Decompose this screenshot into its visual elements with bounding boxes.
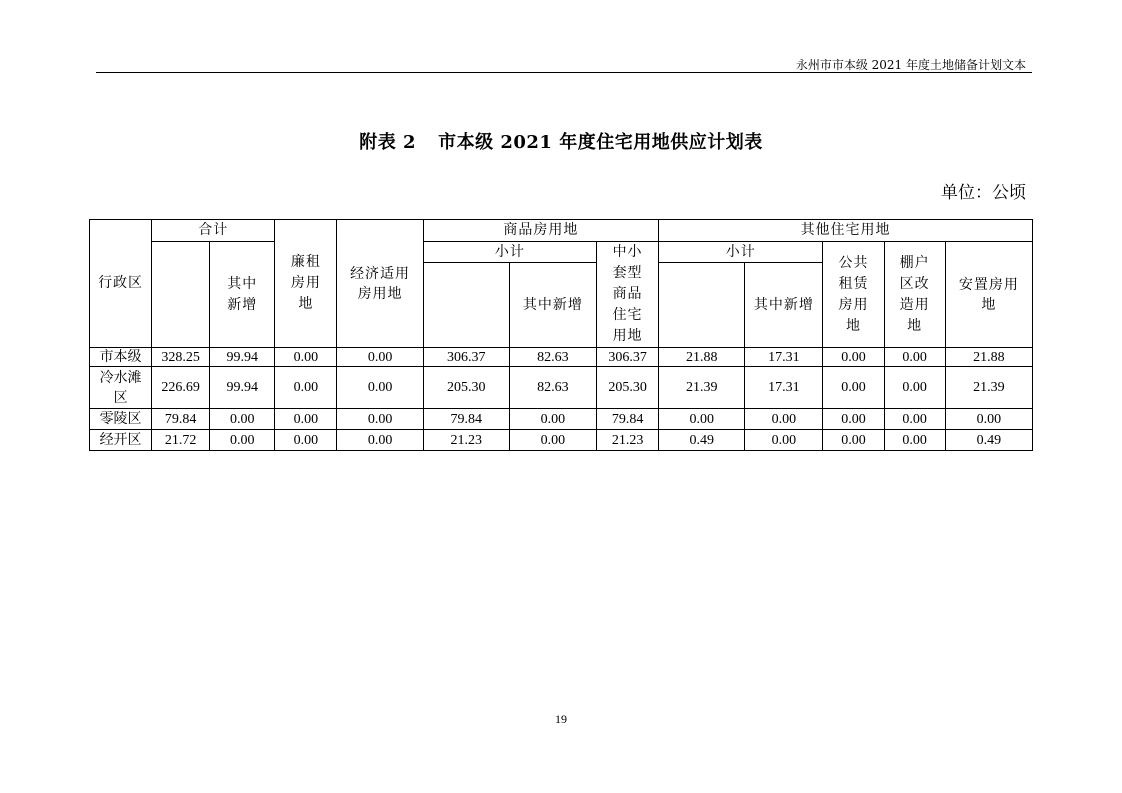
cell-other-subtotal: 21.88 (659, 348, 745, 367)
header-commercial: 商品房用地 (423, 220, 658, 242)
row-region (90, 367, 152, 409)
cell-affordable: 0.00 (337, 367, 423, 409)
cell-small-medium: 205.30 (597, 367, 659, 409)
cell-commercial-subtotal: 306.37 (423, 348, 509, 367)
header-affordable (337, 220, 423, 348)
cell-resettlement: 21.88 (945, 348, 1032, 367)
title-main: 市本级 2021 年度住宅用地供应计划表 (438, 132, 763, 153)
cell-other-subtotal: 0.49 (659, 430, 745, 451)
header-other: 其他住宅用地 (659, 220, 1033, 242)
cell-small-medium: 79.84 (597, 409, 659, 430)
header-other-subtotal-value (659, 263, 745, 348)
cell-commercial-subtotal: 21.23 (423, 430, 509, 451)
cell-commercial-new: 0.00 (509, 409, 596, 430)
cell-public-rental: 0.00 (823, 409, 884, 430)
header-total-subtotal (152, 242, 210, 348)
cell-public-rental: 0.00 (823, 348, 884, 367)
header-resettlement-text: 安置房用地 (958, 276, 1019, 313)
cell-resettlement: 0.00 (945, 409, 1032, 430)
cell-small-medium: 306.37 (597, 348, 659, 367)
header-total: 合计 (152, 220, 275, 242)
cell-public-rental: 0.00 (823, 430, 884, 451)
cell-other-new: 17.31 (745, 367, 823, 409)
supply-plan-table (89, 219, 1033, 451)
cell-resettlement: 0.49 (945, 430, 1032, 451)
cell-other-subtotal: 0.00 (659, 409, 745, 430)
header-public-rental (823, 242, 884, 348)
cell-total-new: 0.00 (210, 430, 275, 451)
header-resettlement (945, 242, 1032, 348)
cell-commercial-new: 82.63 (509, 367, 596, 409)
cell-affordable: 0.00 (337, 430, 423, 451)
cell-low-rent: 0.00 (275, 367, 337, 409)
header-shanty-text: 棚户区改造用地 (899, 254, 930, 334)
header-commercial-subtotal: 小计 (423, 242, 596, 263)
row-region-text: 冷水滩区 (99, 369, 142, 406)
cell-total-new: 0.00 (210, 409, 275, 430)
cell-commercial-subtotal: 205.30 (423, 367, 509, 409)
cell-total-new: 99.94 (210, 348, 275, 367)
header-low-rent-text: 廉租房用地 (290, 254, 321, 312)
table-row (90, 348, 1033, 367)
table-title (0, 128, 1122, 154)
cell-total: 226.69 (152, 367, 210, 409)
cell-shanty: 0.00 (884, 348, 945, 367)
cell-shanty: 0.00 (884, 409, 945, 430)
table-row (90, 430, 1033, 451)
header-small-medium-text: 中小套型商品住宅用地 (612, 244, 643, 344)
header-low-rent (275, 220, 337, 348)
row-region: 经开区 (90, 430, 152, 451)
header-small-medium (597, 242, 659, 348)
header-rule (96, 72, 1032, 73)
cell-affordable: 0.00 (337, 409, 423, 430)
cell-small-medium: 21.23 (597, 430, 659, 451)
cell-low-rent: 0.00 (275, 430, 337, 451)
page-number: 19 (555, 712, 567, 726)
header-other-subtotal: 小计 (659, 242, 823, 263)
header-total-new-text: 其中新增 (227, 275, 258, 313)
cell-commercial-new: 0.00 (509, 430, 596, 451)
cell-commercial-subtotal: 79.84 (423, 409, 509, 430)
cell-other-new: 17.31 (745, 348, 823, 367)
header-region: 行政区 (90, 220, 152, 348)
cell-low-rent: 0.00 (275, 348, 337, 367)
row-region: 市本级 (90, 348, 152, 367)
cell-total: 21.72 (152, 430, 210, 451)
running-header: 永州市市本级 2021 年度土地储备计划文本 (795, 58, 1026, 72)
header-total-new (210, 242, 275, 348)
cell-low-rent: 0.00 (275, 409, 337, 430)
header-commercial-subtotal-value (423, 263, 509, 348)
table-row (90, 367, 1033, 409)
cell-other-new: 0.00 (745, 409, 823, 430)
header-commercial-new: 其中新增 (509, 263, 596, 348)
header-public-rental-text: 公共租赁房用地 (838, 254, 869, 334)
cell-affordable: 0.00 (337, 348, 423, 367)
cell-other-new: 0.00 (745, 430, 823, 451)
table-row (90, 409, 1033, 430)
cell-shanty: 0.00 (884, 430, 945, 451)
cell-shanty: 0.00 (884, 367, 945, 409)
cell-commercial-new: 82.63 (509, 348, 596, 367)
cell-total: 79.84 (152, 409, 210, 430)
header-affordable-text: 经济适用房用地 (350, 265, 411, 302)
unit-label: 单位：公顷 (941, 183, 1026, 203)
header-other-new: 其中新增 (745, 263, 823, 348)
row-region: 零陵区 (90, 409, 152, 430)
cell-resettlement: 21.39 (945, 367, 1032, 409)
header-shanty (884, 242, 945, 348)
title-prefix: 附表 2 (359, 132, 417, 153)
cell-other-subtotal: 21.39 (659, 367, 745, 409)
cell-total-new: 99.94 (210, 367, 275, 409)
cell-total: 328.25 (152, 348, 210, 367)
cell-public-rental: 0.00 (823, 367, 884, 409)
